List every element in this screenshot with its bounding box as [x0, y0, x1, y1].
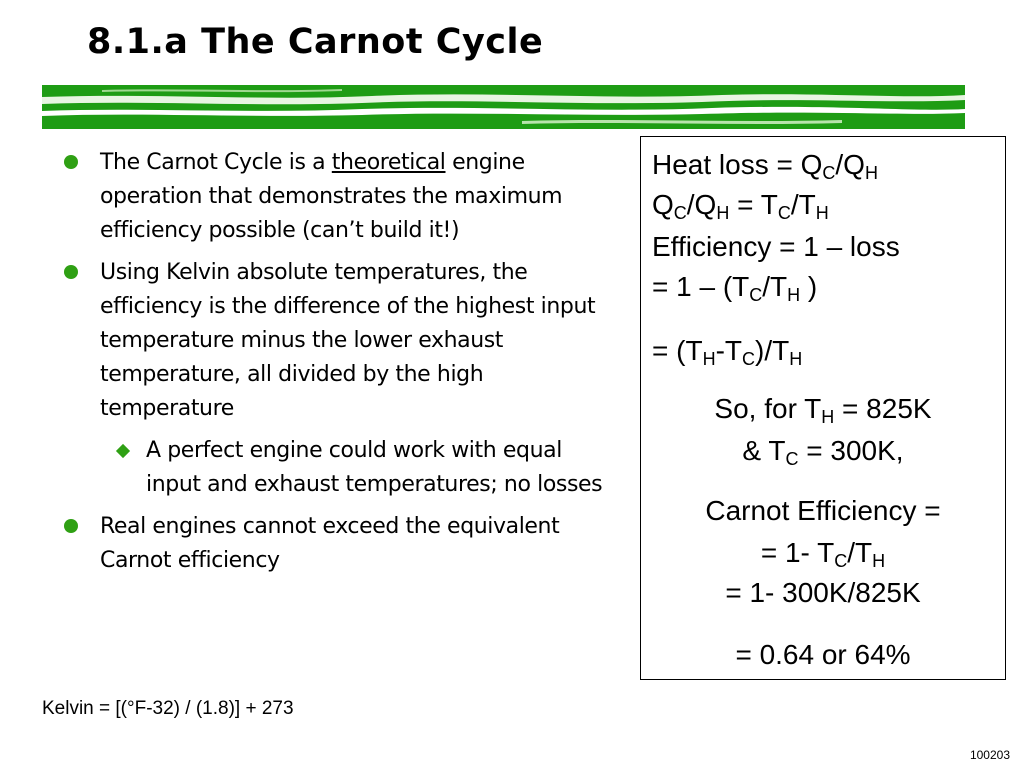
equation-line: & $T_C = 300K$, — [742, 435, 904, 469]
bullet-text: Real engines cannot exceed the equivalent Carnot efficiency — [100, 514, 560, 573]
bullet-text: The Carnot Cycle is a — [100, 150, 332, 175]
equation-box — [640, 136, 1006, 680]
page-title: 8.1.a The Carnot Cycle — [87, 22, 544, 62]
equation-line: = 1- 300K/825K — [725, 577, 921, 608]
diamond-bullet-icon — [116, 444, 130, 458]
equation-line: Heat loss = $Q_C/Q_H$ — [652, 149, 878, 183]
equation-line: = $1 - (T_C/T_H$ ) — [652, 271, 818, 305]
equation-line: = 1- $T_C/T_H$ — [760, 537, 886, 571]
decorative-green-stripe — [42, 85, 965, 129]
bullet-item — [62, 510, 622, 578]
sub-bullet-item — [146, 434, 622, 502]
bullet-dot-icon — [64, 265, 78, 279]
bullet-dot-icon — [64, 519, 78, 533]
bullet-item — [62, 256, 622, 426]
equation-line: $Q_C/Q_H = T_C/T_H$ — [652, 189, 829, 223]
equation-line: So, for $T_H = 825K$ — [714, 393, 932, 427]
bullet-text: Using Kelvin absolute temperatures, the efficiency is the difference of the highest input temperature minus the lower exhaust temperature, all divided by the high temperature — [100, 260, 596, 421]
equation-line: Carnot Efficiency = — [705, 495, 941, 526]
underlined-term: theoretical — [331, 150, 446, 175]
bullet-dot-icon — [64, 155, 78, 169]
bullet-text: engine operation that demonstrates the maximum efficiency possible (can’t build it!) — [100, 150, 563, 243]
bullet-list — [62, 146, 622, 586]
equation-line: Efficiency = 1 – loss — [652, 231, 900, 262]
bullet-item — [62, 146, 622, 248]
kelvin-formula: Kelvin = [(°F-32) / (1.8)] + 273 — [42, 698, 294, 719]
sub-bullet-text: A perfect engine could work with equal input and exhaust temperatures; no losses — [146, 438, 603, 497]
equation-line: = $(T_H-T_C)/T_H$ — [652, 335, 803, 369]
page-number: 100203 — [969, 748, 1010, 762]
equation-line: = 0.64 or 64% — [735, 639, 911, 670]
